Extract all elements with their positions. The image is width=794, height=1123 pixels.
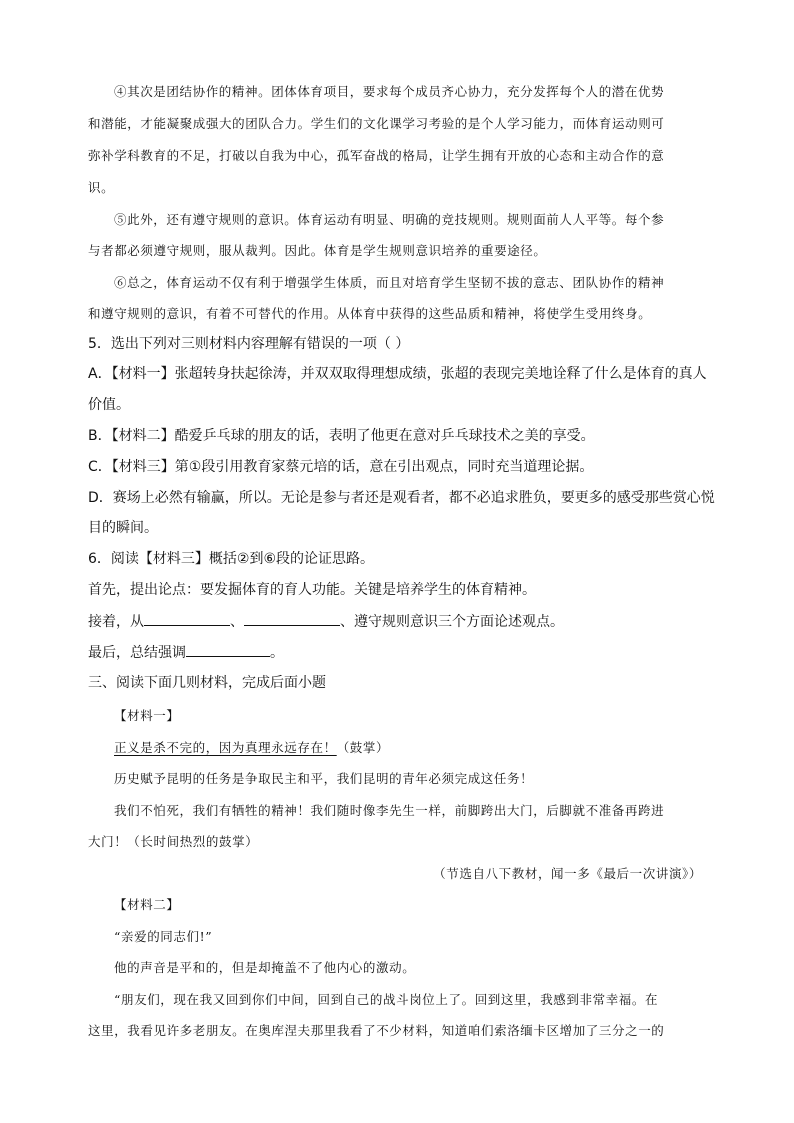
- question-6-last-prefix: 最后，总结强调: [88, 645, 186, 661]
- question-6-next-prefix: 接着，从: [88, 614, 144, 630]
- material-1-line-2: 历史赋予昆明的任务是争取民主和平，我们昆明的青年必须完成这任务！: [114, 771, 534, 786]
- question-5-option-d-line-1: D．赛场上必然有输赢，所以。无论是参与者还是观看者，都不必追求胜负，要更多的感受那些赏心悦: [88, 490, 715, 506]
- question-5-option-c: C．【材料三】第①段引用教育家蔡元培的话，意在引出观点，同时充当道理论据。: [88, 459, 594, 475]
- question-6-last-suffix: 。: [270, 645, 284, 661]
- material-2-line-1: “亲爱的同志们!”: [114, 929, 213, 944]
- paragraph-6-line-2: 和遵守规则的意识，有着不可替代的作用。从体育中获得的这些品质和精神，将使学生受用终身。: [88, 306, 652, 321]
- material-1-line-4: 大门！（长时间热烈的鼓掌）: [88, 834, 259, 849]
- question-6-last: [88, 644, 284, 661]
- paragraph-5-line-1: ⑤此外，还有遵守规则的意识。体育运动有明显、明确的竞技规则。规则面前人人平等。每个参: [114, 212, 665, 227]
- paragraph-4-line-1: ④其次是团结协作的精神。团体体育项目，要求每个成员齐心协力，充分发挥每个人的潜在优势: [114, 84, 665, 99]
- section-3-heading: 三、阅读下面几则材料，完成后面小题: [88, 675, 326, 691]
- question-6-next: [88, 613, 564, 630]
- answer-blank-1[interactable]: [144, 613, 230, 626]
- material-1-source: （节选自八下教材，闻一多《最后一次讲演》）: [433, 866, 702, 881]
- material-2-line-2: 他的声音是平和的，但是却掩盖不了他内心的激动。: [114, 960, 416, 975]
- question-5-stem: 5．选出下列对三则材料内容理解有错误的一项（ ）: [88, 336, 410, 352]
- question-5-option-b: B．【材料二】酷爱乒乓球的朋友的话，表明了他更在意对乒乓球技术之美的享受。: [88, 428, 595, 444]
- material-1-underlined-quote: 正义是杀不完的，因为真理永远存在！: [114, 740, 337, 755]
- material-2-line-4: 这里，我看见许多老朋友。在奥库涅夫那里我看了不少材料，知道咱们索洛缅卡区增加了三分之一的: [88, 1023, 665, 1038]
- material-1-line-1: [114, 740, 389, 756]
- material-2-line-3: “朋友们，现在我又回到你们中间，回到自己的战斗岗位上了。回到这里，我感到非常幸福。在: [114, 992, 659, 1007]
- material-1-line-3: 我们不怕死，我们有牺牲的精神！我们随时像李先生一样，前脚跨出大门，后脚就不准备再跨进: [114, 803, 665, 818]
- question-6-next-suffix: 、遵守规则意识三个方面论述观点。: [340, 614, 564, 630]
- answer-blank-3[interactable]: [186, 644, 270, 657]
- question-5-option-d-line-2: 目的瞬间。: [88, 520, 158, 536]
- question-6-stem: 6．阅读【材料三】概括②到⑥段的论证思路。: [88, 551, 375, 567]
- paragraph-4-line-4: 识。: [88, 180, 115, 195]
- answer-blank-2[interactable]: [244, 613, 340, 626]
- paragraph-6-line-1: ⑥总之，体育运动不仅有利于增强学生体质，而且对培育学生坚韧不拔的意志、团队协作的精神: [114, 275, 665, 290]
- paragraph-4-line-2: 和潜能，才能凝聚成强大的团队合力。学生们的文化课学习考验的是个人学习能力，而体育运动则可: [88, 116, 665, 131]
- material-2-label: 【材料二】: [114, 897, 180, 912]
- question-6-first: 首先，提出论点：要发掘体育的育人功能。关键是培养学生的体育精神。: [88, 582, 536, 598]
- paragraph-4-line-3: 弥补学科教育的不足，打破以自我为中心，孤军奋战的格局，让学生拥有开放的心态和主动合作的意: [88, 148, 665, 163]
- paragraph-5-line-2: 与者都必须遵守规则，服从裁判。因此。体育是学生规则意识培养的重要途径。: [88, 243, 547, 258]
- material-1-label: 【材料一】: [114, 708, 180, 723]
- material-1-applause: （鼓掌）: [336, 740, 390, 755]
- question-5-option-a-line-2: 价值。: [88, 397, 130, 413]
- question-6-separator: 、: [230, 614, 244, 630]
- question-5-option-a-line-1: A．【材料一】张超转身扶起徐涛，并双双取得理想成绩，张超的表现完美地诠释了什么是体育的真人: [88, 366, 707, 382]
